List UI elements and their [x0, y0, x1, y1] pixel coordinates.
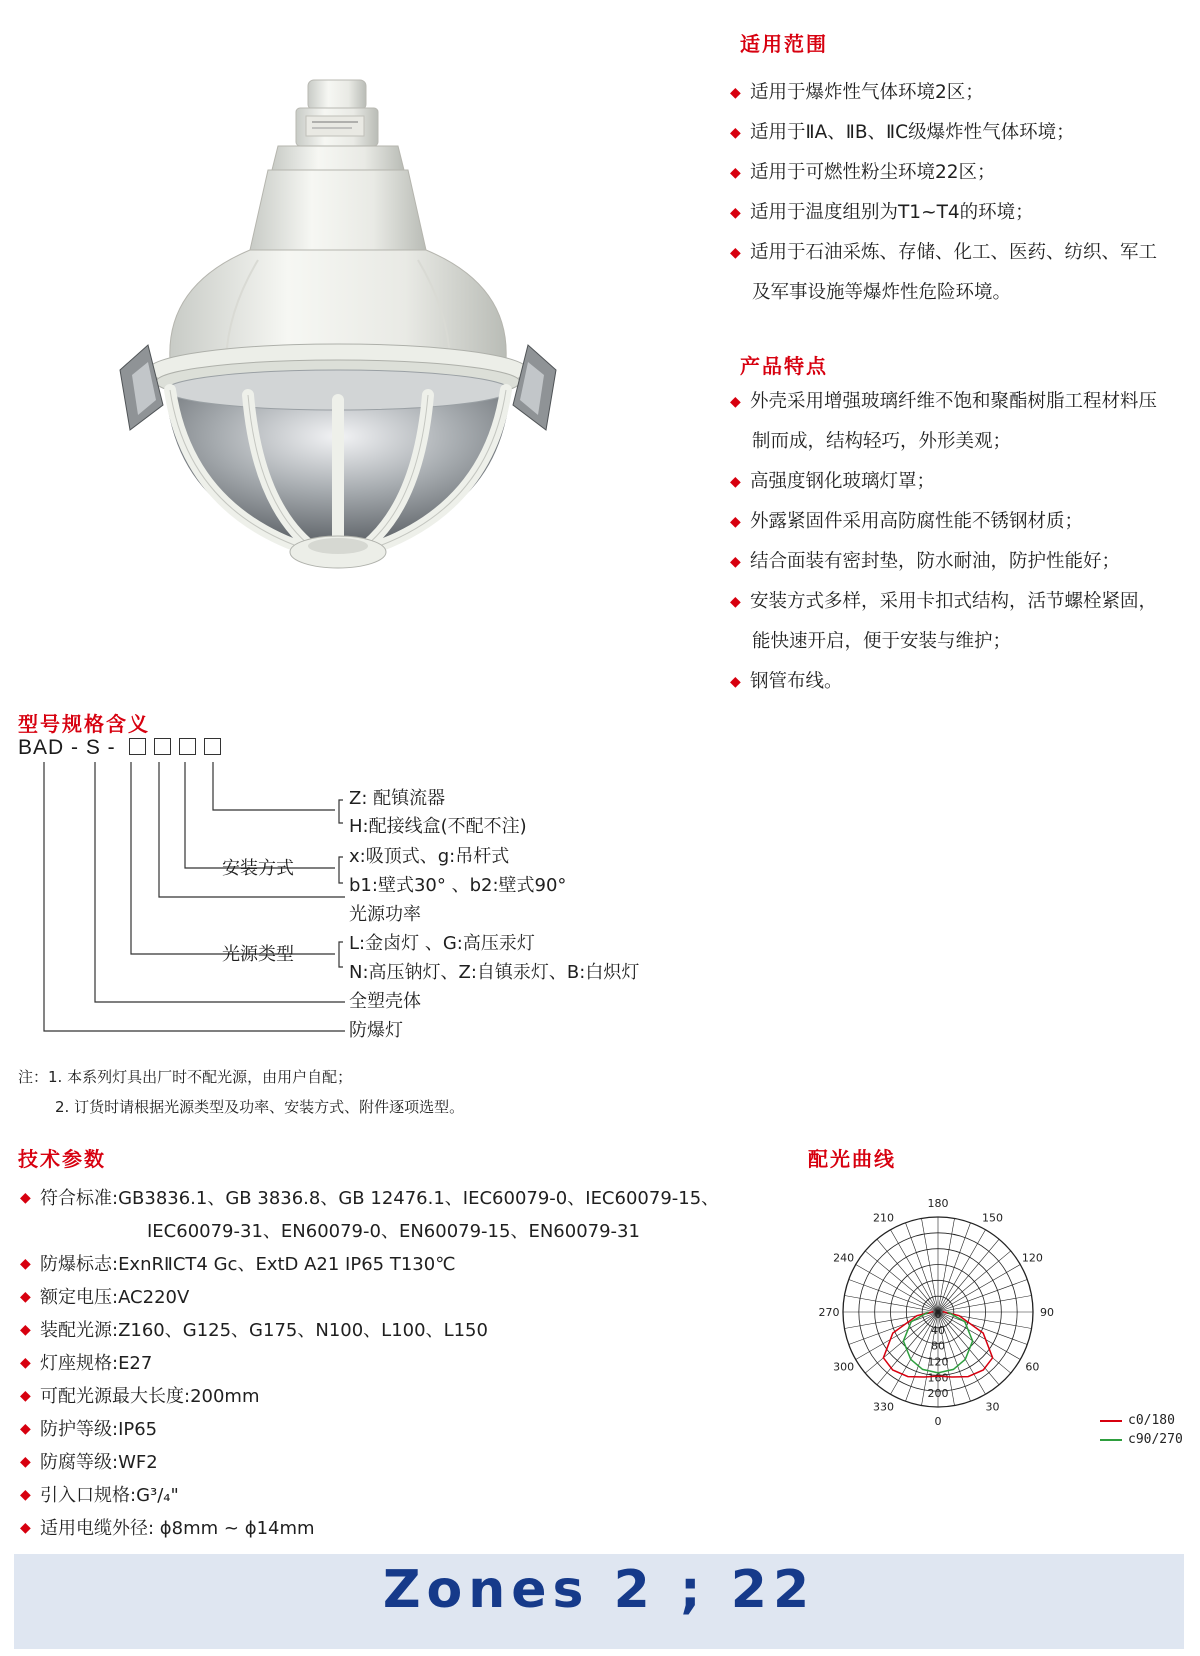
diamond-bullet-icon: ◆ [730, 245, 741, 261]
tech-line: IEC60079-31、EN60079-0、EN60079-15、EN60079-31 [147, 1221, 640, 1242]
tech-item [20, 1248, 760, 1281]
photometric-heading: 配光曲线 [808, 1147, 896, 1171]
diamond-bullet-icon: ◆ [730, 514, 741, 530]
polar-angle-label: 0 [934, 1415, 942, 1428]
label-explosion-proof: 防爆灯 [349, 1020, 403, 1041]
scope-line: 适用于温度组别为T1~T4的环境； [750, 202, 1034, 223]
diamond-bullet-icon: ◆ [730, 394, 741, 410]
diamond-bullet-icon: ◆ [20, 1388, 31, 1404]
tech-line: 防护等级:IP65 [40, 1419, 158, 1440]
polar-radial-label: 80 [931, 1339, 945, 1353]
feature-line: 结合面装有密封垫，防水耐油，防护性能好； [750, 551, 1121, 572]
model-code [18, 736, 229, 760]
feature-line: 外壳采用增强玻璃纤维不饱和聚酯树脂工程材料压 [750, 391, 1158, 412]
feature-line: 能快速开启，便于安装与维护； [752, 631, 1012, 652]
code-box-3 [179, 738, 196, 755]
tech-item [20, 1314, 760, 1347]
tech-item [20, 1479, 760, 1512]
diamond-bullet-icon: ◆ [20, 1322, 31, 1338]
lamp-product-image [108, 70, 563, 590]
legend-c90-label: c90/270 [1128, 1432, 1183, 1447]
polar-angle-label: 30 [985, 1400, 1000, 1414]
legend-c0-swatch [1100, 1420, 1122, 1422]
polar-angle-label: 300 [833, 1360, 855, 1374]
tech-line: 装配光源:Z160、G125、G175、N100、L100、L150 [40, 1320, 488, 1341]
tech-line: 防爆标志:ExnRⅡCT4 Gc、ExtD A21 IP65 T130℃ [40, 1254, 456, 1275]
label-body: 全塑壳体 [349, 991, 421, 1012]
legend-c0-label: c0/180 [1128, 1413, 1175, 1428]
diamond-bullet-icon: ◆ [20, 1355, 31, 1371]
polar-radial-label: 0 [934, 1308, 942, 1321]
feature-item [730, 382, 1190, 462]
tech-line: 可配光源最大长度:200mm [40, 1386, 260, 1407]
scope-item [730, 193, 1190, 233]
note-2: 2. 订货时请根据光源类型及功率、安装方式、附件逐项选型。 [55, 1098, 465, 1116]
diamond-bullet-icon: ◆ [730, 125, 741, 141]
label-z-ballast: Z: 配镇流器 [349, 788, 446, 809]
polar-angle-label: 330 [873, 1400, 894, 1414]
polar-angle-label: 240 [833, 1251, 855, 1265]
polar-angle-label: 60 [1025, 1360, 1040, 1374]
label-type-caption: 光源类型 [222, 944, 294, 965]
scope-line: 及军事设施等爆炸性危险环境。 [752, 282, 1012, 303]
tech-item [20, 1446, 760, 1479]
note-1: 注：1. 本系列灯具出厂时不配光源，由用户自配； [18, 1068, 353, 1086]
diamond-bullet-icon: ◆ [730, 85, 741, 101]
diamond-bullet-icon: ◆ [730, 594, 741, 610]
tech-item [20, 1413, 760, 1446]
polar-angle-label: 270 [818, 1306, 840, 1319]
tech-item [20, 1347, 760, 1380]
feature-item [730, 582, 1190, 662]
label-type-1: L:金卤灯 、G:高压汞灯 [349, 933, 535, 954]
diamond-bullet-icon: ◆ [20, 1289, 31, 1305]
diamond-bullet-icon: ◆ [20, 1256, 31, 1272]
tech-item [20, 1182, 760, 1248]
feature-line: 安装方式多样，采用卡扣式结构，活节螺栓紧固， [750, 591, 1158, 612]
scope-line: 适用于ⅡA、ⅡB、ⅡC级爆炸性气体环境； [750, 122, 1075, 143]
polar-angle-label: 210 [873, 1211, 894, 1225]
polar-angle-label: 120 [1021, 1251, 1043, 1265]
diamond-bullet-icon: ◆ [730, 554, 741, 570]
diamond-bullet-icon: ◆ [20, 1487, 31, 1503]
legend-c0 [1100, 1413, 1175, 1428]
code-box-1 [129, 738, 146, 755]
scope-line: 适用于可燃性粉尘环境22区； [750, 162, 996, 183]
polar-angle-label: 150 [982, 1211, 1003, 1225]
scope-item [730, 73, 1190, 113]
label-type-2: N:高压钠灯、Z:自镇汞灯、B:白炽灯 [349, 962, 640, 983]
polar-radial-label: 120 [927, 1355, 949, 1369]
feature-line: 高强度钢化玻璃灯罩； [750, 471, 936, 492]
footer-banner [14, 1554, 1184, 1649]
tech-heading: 技术参数 [18, 1147, 106, 1171]
feature-line: 制而成，结构轻巧，外形美观； [752, 431, 1012, 452]
diamond-bullet-icon: ◆ [20, 1520, 31, 1536]
legend-c90 [1100, 1432, 1183, 1447]
diamond-bullet-icon: ◆ [20, 1421, 31, 1437]
tech-item [20, 1512, 760, 1545]
scope-line: 适用于爆炸性气体环境2区； [750, 82, 984, 103]
scope-line: 适用于石油采炼、存储、化工、医药、纺织、军工 [750, 242, 1158, 263]
label-h-junction: H:配接线盒(不配不注) [349, 816, 527, 837]
diamond-bullet-icon: ◆ [730, 674, 741, 690]
code-box-2 [154, 738, 171, 755]
tech-line: 防腐等级:WF2 [40, 1452, 158, 1473]
label-mount-1: x:吸顶式、g:吊杆式 [349, 846, 510, 867]
model-heading: 型号规格含义 [18, 712, 150, 736]
polar-angle-label: 180 [927, 1197, 949, 1210]
footer-zones-text: Zones 2 ; 22 [382, 1560, 816, 1620]
tech-line: 灯座规格:E27 [40, 1353, 153, 1374]
tech-line: 额定电压:AC220V [40, 1287, 190, 1308]
diamond-bullet-icon: ◆ [730, 165, 741, 181]
polar-radial-label: 40 [931, 1323, 945, 1337]
polar-angle-label: 90 [1040, 1306, 1054, 1319]
label-power: 光源功率 [349, 904, 421, 925]
polar-radial-label: 200 [927, 1387, 949, 1401]
label-mount-caption: 安装方式 [222, 858, 294, 879]
tech-line: 符合标准:GB3836.1、GB 3836.8、GB 12476.1、IEC60079-0、IEC60079-15、 [40, 1188, 720, 1209]
polar-diagram [818, 1197, 1088, 1460]
diamond-bullet-icon: ◆ [20, 1190, 31, 1206]
feature-item [730, 542, 1190, 582]
diamond-bullet-icon: ◆ [730, 474, 741, 490]
label-mount-2: b1:壁式30° 、b2:壁式90° [349, 875, 567, 896]
scope-list [730, 73, 1190, 313]
tech-item [20, 1380, 760, 1413]
feature-item [730, 462, 1190, 502]
feature-item [730, 502, 1190, 542]
tech-line: 引入口规格:G³/₄" [40, 1485, 179, 1506]
feature-item [730, 662, 1190, 702]
feature-line: 外露紧固件采用高防腐性能不锈钢材质； [750, 511, 1084, 532]
code-box-4 [204, 738, 221, 755]
features-list [730, 382, 1190, 702]
scope-item [730, 113, 1190, 153]
tech-line: 适用电缆外径: ϕ8mm ~ ϕ14mm [40, 1518, 315, 1539]
tech-list [20, 1182, 760, 1545]
legend-c90-swatch [1100, 1439, 1122, 1441]
diamond-bullet-icon: ◆ [730, 205, 741, 221]
model-code-prefix: BAD - S - [18, 736, 116, 759]
tech-item [20, 1281, 760, 1314]
feature-line: 钢管布线。 [750, 671, 843, 692]
polar-radial-label: 160 [927, 1371, 949, 1385]
scope-item [730, 153, 1190, 193]
scope-heading: 适用范围 [740, 32, 828, 56]
diamond-bullet-icon: ◆ [20, 1454, 31, 1470]
scope-item [730, 233, 1190, 313]
features-heading: 产品特点 [740, 354, 828, 378]
